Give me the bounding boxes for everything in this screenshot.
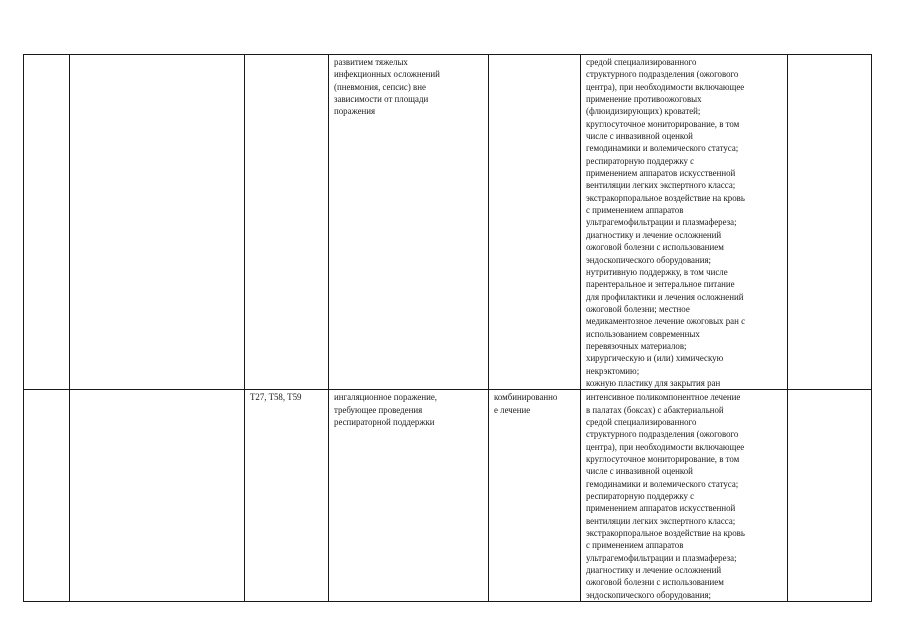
text-line: применением аппаратов искусственной [586, 503, 736, 514]
text-line: некрэктомию; [586, 365, 640, 376]
text-line: комбинированно [494, 392, 558, 403]
text-line: ингаляционное поражение, [334, 392, 437, 403]
text-line: е лечение [494, 404, 531, 415]
cell-treatment-type [489, 55, 581, 390]
cell-patient-model [329, 55, 489, 390]
text-line: ожоговой болезни; местное [586, 303, 690, 314]
text-line: ожоговой болезни с использованием [586, 242, 724, 253]
text-line: зависимости от площади [334, 94, 429, 105]
text-line: респираторную поддержку с [586, 491, 695, 502]
cell-treatment-method [581, 55, 788, 390]
text-line: (пневмония, сепсис) вне [334, 81, 426, 92]
text-line: нутритивную поддержку, в том числе [586, 266, 728, 277]
text-line: кожную пластику для закрытия ран [586, 377, 721, 388]
text-line: медикаментозное лечение ожоговых ран с [586, 316, 746, 327]
text-line: центра), при необходимости включающее [586, 441, 745, 452]
document-table [23, 54, 872, 602]
text-line: эндоскопического оборудования; [586, 254, 712, 265]
cell-group-name [70, 55, 245, 390]
text-line: респираторной поддержки [334, 416, 435, 427]
text-line: для профилактики и лечения осложнений [586, 291, 744, 302]
text-line: круглосуточное мониторирование, в том [586, 454, 740, 464]
text-line: интенсивное поликомпонентное лечение [586, 392, 741, 403]
cell-number [24, 390, 70, 602]
cell-icd-code [245, 55, 329, 390]
text-line: экстракорпоральное воздействие на кровь [586, 528, 745, 539]
cell-cost [788, 55, 872, 390]
text-line: применение противоожоговых [586, 94, 702, 105]
text-line: эндоскопического оборудования; [586, 589, 712, 600]
text-line: в палатах (боксах) с абактериальной [586, 404, 724, 415]
text-line: вентиляции легких экспертного класса; [586, 180, 736, 191]
cell-treatment-method [581, 390, 788, 602]
text-line: круглосуточное мониторирование, в том [586, 118, 740, 129]
cell-number [24, 55, 70, 390]
text-line: развитием тяжелых [334, 57, 408, 67]
text-line: структурного подразделения (ожогового [586, 69, 739, 80]
text-line: средой специализированного [586, 416, 697, 427]
text-line: гемодинамики и волемического статуса; [586, 478, 739, 489]
cell-icd-code: T27, T58, T59 [245, 390, 329, 602]
text-line: средой специализированного [586, 57, 697, 67]
text-line: ожоговой болезни с использованием [586, 577, 724, 588]
cell-treatment-type [489, 390, 581, 602]
text-line: центра), при необходимости включающее [586, 81, 745, 92]
text-line: диагностику и лечение осложнений [586, 565, 722, 576]
text-line: хирургическую и (или) химическую [586, 353, 724, 364]
table-row [24, 390, 872, 602]
table-row [24, 55, 872, 390]
text-line: структурного подразделения (ожогового [586, 429, 739, 440]
text-line: числе с инвазивной оценкой [586, 131, 693, 142]
text-line: инфекционных осложнений [334, 69, 440, 80]
text-line: парентеральное и энтеральное питание [586, 279, 735, 290]
text-line: диагностику и лечение осложнений [586, 229, 722, 240]
text-line: перевязочных материалов; [586, 340, 687, 351]
text-line: с применением аппаратов [586, 205, 684, 216]
text-line: гемодинамики и волемического статуса; [586, 143, 739, 154]
text-line: с применением аппаратов [586, 540, 684, 551]
text-line: требующее проведения [334, 404, 423, 415]
text-line: использованием современных [586, 328, 700, 339]
text-line: ультрагемофильтрации и плазмафереза; [586, 552, 737, 563]
text-line: вентиляции легких экспертного класса; [586, 515, 736, 526]
text-line: экстракорпоральное воздействие на кровь [586, 192, 745, 203]
text-line: ультрагемофильтрации и плазмафереза; [586, 217, 737, 228]
text-line: (флюидизирующих) кроватей; [586, 106, 701, 117]
text-line: поражения [334, 106, 376, 117]
text-line: числе с инвазивной оценкой [586, 466, 693, 477]
text-line: респираторную поддержку с [586, 155, 695, 166]
text-line: применением аппаратов искусственной [586, 168, 736, 179]
cell-cost [788, 390, 872, 602]
cell-patient-model [329, 390, 489, 602]
cell-group-name [70, 390, 245, 602]
